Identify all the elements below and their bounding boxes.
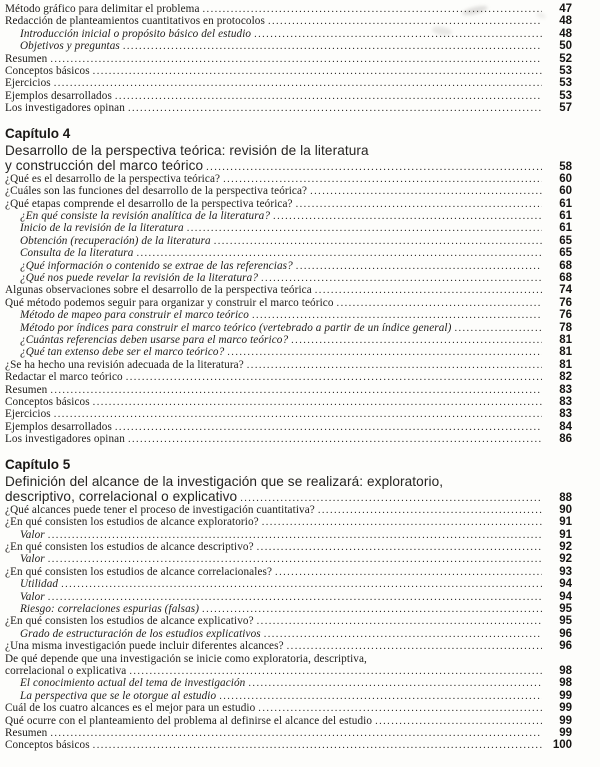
page-number: 94 (559, 578, 572, 591)
toc-entry (0, 334, 600, 346)
toc-section (0, 457, 600, 752)
page-number: 76 (559, 309, 572, 322)
toc-entry (0, 185, 600, 197)
toc-entry-label: ¿Qué alcances puede tener el proceso de investigación cuantitativa? (5, 503, 315, 516)
dot-leader (261, 273, 542, 284)
page-number: 91 (559, 528, 572, 541)
toc-entry (0, 541, 600, 553)
toc-entry (0, 346, 600, 358)
page-number: 52 (559, 52, 572, 65)
dot-leader (61, 579, 542, 590)
toc-entry (0, 640, 600, 652)
toc-entry (0, 65, 600, 77)
toc-entry-label: ¿Se ha hecho una revisión adecuada de la literatura? (5, 358, 244, 371)
dot-leader (310, 186, 542, 197)
page-number: 96 (559, 627, 572, 640)
page-number: 99 (559, 689, 572, 702)
dot-leader (50, 385, 542, 396)
toc-entry-label: Conceptos básicos (5, 64, 90, 77)
toc-entry (0, 702, 600, 714)
toc-entry-label: ¿En qué consisten los estudios de alcance correlacionales? (5, 565, 273, 578)
dot-leader (275, 567, 542, 578)
page-number: 82 (559, 371, 572, 384)
chapter-title-line: descriptivo, correlacional o explicativo (5, 488, 238, 504)
dot-leader (252, 310, 542, 321)
toc-entry (0, 40, 600, 52)
toc-entry-label: Obtención (recuperación) de la literatura (20, 234, 211, 247)
page-number: 48 (559, 27, 572, 40)
toc-entry-label: La perspectiva que se le otorgue al estudio (20, 689, 217, 702)
toc-entry-first-line (0, 653, 600, 665)
dot-leader (337, 298, 542, 309)
page-number: 53 (559, 64, 572, 77)
toc-entry (0, 677, 600, 689)
toc-entry-label: ¿En qué consisten los estudios de alcance descriptivo? (5, 541, 254, 554)
toc-entry-label: ¿Cuántas referencias deben usarse para el marco teórico? (20, 333, 289, 346)
toc-entry (0, 77, 600, 89)
page-number: 61 (559, 222, 572, 235)
page-number: 88 (559, 491, 572, 504)
dot-leader (48, 592, 542, 603)
toc-entry (0, 665, 600, 677)
page-number: 91 (559, 516, 572, 529)
page-number: 50 (559, 40, 572, 53)
toc-entry (0, 384, 600, 396)
page-number: 92 (559, 553, 572, 566)
page-number: 86 (559, 433, 572, 446)
toc-entry (0, 578, 600, 590)
page-number: 98 (559, 664, 572, 677)
toc-entry-label: ¿Qué nos puede revelar la revisión de la literatura? (20, 272, 259, 285)
toc-entry (0, 284, 600, 296)
table-of-contents (0, 3, 600, 752)
toc-entry-label: Qué ocurre con el planteamiento del problema al definirse el alcance del estudio (5, 714, 373, 727)
toc-entry-label: Valor (20, 590, 45, 603)
page-number: 99 (559, 702, 572, 715)
page-number: 68 (559, 272, 572, 285)
toc-entry (0, 553, 600, 565)
dot-leader (126, 372, 542, 383)
page-number: 94 (559, 590, 572, 603)
dot-leader (93, 397, 542, 408)
toc-entry-label: correlacional o explicativa (5, 664, 127, 677)
dot-leader (214, 236, 542, 247)
page-number: 84 (559, 420, 572, 433)
toc-entry-label: Ejemplos desarrollados (5, 89, 112, 102)
chapter-title-line: Desarrollo de la perspectiva teórica: revisión de la literatura (5, 142, 369, 158)
toc-entry-label: Algunas observaciones sobre el desarrollo de la perspectiva teórica (5, 284, 312, 297)
toc-entry-label: ¿Una misma investigación puede incluir diferentes alcances? (5, 640, 284, 653)
chapter-heading: Capítulo 5 (5, 456, 71, 472)
toc-entry (0, 15, 600, 27)
toc-entry (0, 359, 600, 371)
dot-leader (115, 91, 542, 102)
toc-entry (0, 198, 600, 210)
toc-entry (0, 396, 600, 408)
page-number: 78 (559, 321, 572, 334)
toc-entry (0, 28, 600, 40)
dot-leader (454, 323, 542, 334)
toc-entry-label: Conceptos básicos (5, 739, 90, 752)
page-number: 53 (559, 89, 572, 102)
toc-entry-label: Los investigadores opinan (5, 102, 125, 115)
toc-entry (0, 615, 600, 627)
toc-entry (0, 53, 600, 65)
toc-entry-label: Introducción inicial o propósito básico del estudio (20, 27, 252, 40)
page-number: 65 (559, 247, 572, 260)
page-number: 99 (559, 714, 572, 727)
toc-entry-label: Resumen (5, 383, 48, 396)
page-number: 53 (559, 77, 572, 90)
toc-entry (0, 739, 600, 751)
toc-entry (0, 529, 600, 541)
toc-entry (0, 516, 600, 528)
toc-entry-label: Utilidad (20, 578, 59, 591)
dot-leader (203, 4, 542, 15)
dot-leader (206, 162, 542, 173)
toc-entry (0, 102, 600, 114)
toc-entry-label: ¿Cuáles son las funciones del desarrollo de la perspectiva teórica? (5, 185, 308, 198)
dot-leader (54, 78, 542, 89)
dot-leader (202, 604, 542, 615)
dot-leader (219, 691, 542, 702)
dot-leader (50, 728, 542, 739)
toc-entry (0, 90, 600, 102)
toc-entry (0, 235, 600, 247)
dot-leader (50, 54, 542, 65)
toc-entry (0, 591, 600, 603)
toc-section (0, 126, 600, 446)
toc-entry-label: Redactar el marco teórico (5, 371, 123, 384)
toc-entry-label: Resumen (5, 52, 48, 65)
toc-section (0, 3, 600, 115)
toc-entry-label: Valor (20, 528, 45, 541)
page-number: 76 (559, 296, 572, 309)
page-number: 61 (559, 197, 572, 210)
toc-entry (0, 421, 600, 433)
dot-leader (248, 678, 542, 689)
dot-leader (93, 66, 542, 77)
page-number: 98 (559, 677, 572, 690)
toc-entry-label: ¿Qué tan extenso debe ser el marco teórico? (20, 346, 225, 359)
dot-leader (240, 493, 542, 504)
dot-leader (187, 223, 542, 234)
toc-entry (0, 504, 600, 516)
page-number: 96 (559, 640, 572, 653)
page-number: 74 (559, 284, 572, 297)
toc-entry-label: Valor (20, 553, 45, 566)
toc-entry-label: Los investigadores opinan (5, 433, 125, 446)
chapter-title-row (0, 158, 600, 173)
page-number: 48 (559, 15, 572, 28)
dot-leader (123, 41, 542, 52)
toc-entry-label: ¿En qué consiste la revisión analítica de la literatura? (20, 210, 271, 223)
dot-leader (287, 641, 542, 652)
toc-entry-label: Consulta de la literatura (20, 247, 134, 260)
toc-entry-label: De qué depende que una investigación se inicie como exploratoria, descriptiva, (5, 652, 367, 665)
toc-entry-label: ¿En qué consisten los estudios de alcance exploratorio? (5, 516, 259, 529)
toc-entry (0, 433, 600, 445)
page-number: 93 (559, 565, 572, 578)
page-number: 65 (559, 234, 572, 247)
toc-entry (0, 628, 600, 640)
toc-entry-label: Objetivos y preguntas (20, 40, 120, 53)
dot-leader (115, 422, 542, 433)
dot-leader (257, 542, 542, 553)
dot-leader (268, 16, 542, 27)
dot-leader (54, 409, 542, 420)
toc-entry (0, 3, 600, 15)
dot-leader (254, 29, 542, 40)
dot-leader (247, 360, 542, 371)
dot-leader (128, 103, 542, 114)
toc-entry-label: Grado de estructuración de los estudios explicativos (20, 627, 261, 640)
toc-entry (0, 297, 600, 309)
toc-entry (0, 309, 600, 321)
toc-entry-label: ¿Qué información o contenido se extrae de las referencias? (20, 259, 293, 272)
toc-entry (0, 222, 600, 234)
chapter-title-line: Definición del alcance de la investigación que se realizará: exploratorio, (5, 473, 444, 489)
dot-leader (223, 174, 542, 185)
toc-entry-label: Inicio de la revisión de la literatura (20, 222, 184, 235)
page-number: 92 (559, 541, 572, 554)
toc-entry-label: Qué método podemos seguir para organizar y construir el marco teórico (5, 296, 334, 309)
toc-entry-label: Resumen (5, 726, 48, 739)
page-number: 57 (559, 102, 572, 115)
dot-leader (128, 434, 542, 445)
dot-leader (48, 530, 542, 541)
chapter-title-line: y construcción del marco teórico (5, 157, 204, 173)
toc-entry-label: ¿Qué etapas comprende el desarrollo de la perspectiva teórica? (5, 197, 293, 210)
toc-entry-label: Conceptos básicos (5, 395, 90, 408)
page-number: 81 (559, 358, 572, 371)
dot-leader (318, 505, 542, 516)
toc-entry-label: ¿En qué consisten los estudios de alcance explicativo? (5, 615, 254, 628)
dot-leader (262, 517, 542, 528)
page-number: 58 (559, 160, 572, 173)
page-number: 83 (559, 383, 572, 396)
dot-leader (129, 666, 542, 677)
toc-entry-label: Ejercicios (5, 77, 51, 90)
toc-entry (0, 272, 600, 284)
toc-entry (0, 322, 600, 334)
toc-entry (0, 210, 600, 222)
dot-leader (227, 347, 542, 358)
toc-entry-label: El conocimiento actual del tema de investigación (20, 677, 246, 690)
toc-entry-label: Ejemplos desarrollados (5, 420, 112, 433)
toc-entry (0, 690, 600, 702)
dot-leader (296, 199, 542, 210)
toc-entry (0, 727, 600, 739)
toc-entry-label: Riesgo: correlaciones espurias (falsas) (20, 603, 200, 616)
dot-leader (264, 629, 542, 640)
toc-entry (0, 603, 600, 615)
toc-entry (0, 715, 600, 727)
toc-entry-label: Método gráfico para delimitar el problema (5, 3, 200, 15)
page-number: 68 (559, 259, 572, 272)
chapter-title-row (0, 489, 600, 504)
dot-leader (136, 248, 542, 259)
toc-entry-label: Ejercicios (5, 408, 51, 421)
dot-leader (93, 740, 542, 751)
page-number: 100 (552, 739, 572, 752)
dot-leader (257, 616, 542, 627)
page-number: 47 (559, 3, 572, 15)
chapter-heading: Capítulo 4 (5, 125, 71, 141)
page-number: 81 (559, 333, 572, 346)
dot-leader (291, 335, 542, 346)
page-number: 83 (559, 395, 572, 408)
page-number: 60 (559, 172, 572, 185)
toc-entry (0, 173, 600, 185)
page-number: 83 (559, 408, 572, 421)
dot-leader (258, 703, 542, 714)
page-number: 61 (559, 210, 572, 223)
page-number: 99 (559, 726, 572, 739)
toc-entry-label: ¿Qué es el desarrollo de la perspectiva teórica? (5, 172, 221, 185)
toc-entry (0, 566, 600, 578)
dot-leader (315, 285, 542, 296)
dot-leader (375, 716, 542, 727)
dot-leader (48, 554, 542, 565)
toc-entry-label: Método de mapeo para construir el marco teórico (20, 309, 249, 322)
toc-entry-label: Cuál de los cuatro alcances es el mejor para un estudio (5, 702, 256, 715)
toc-entry-label: Redacción de planteamientos cuantitativos en protocolos (5, 15, 265, 28)
toc-entry (0, 260, 600, 272)
toc-entry (0, 408, 600, 420)
toc-entry (0, 371, 600, 383)
page-number: 60 (559, 185, 572, 198)
page-number: 95 (559, 603, 572, 616)
toc-entry-label: Método por índices para construir el marco teórico (vertebrado a partir de un índice general) (20, 321, 452, 334)
page-number: 81 (559, 346, 572, 359)
page-number: 90 (559, 503, 572, 516)
toc-entry (0, 247, 600, 259)
page-number: 95 (559, 615, 572, 628)
dot-leader (273, 211, 542, 222)
dot-leader (296, 261, 542, 272)
